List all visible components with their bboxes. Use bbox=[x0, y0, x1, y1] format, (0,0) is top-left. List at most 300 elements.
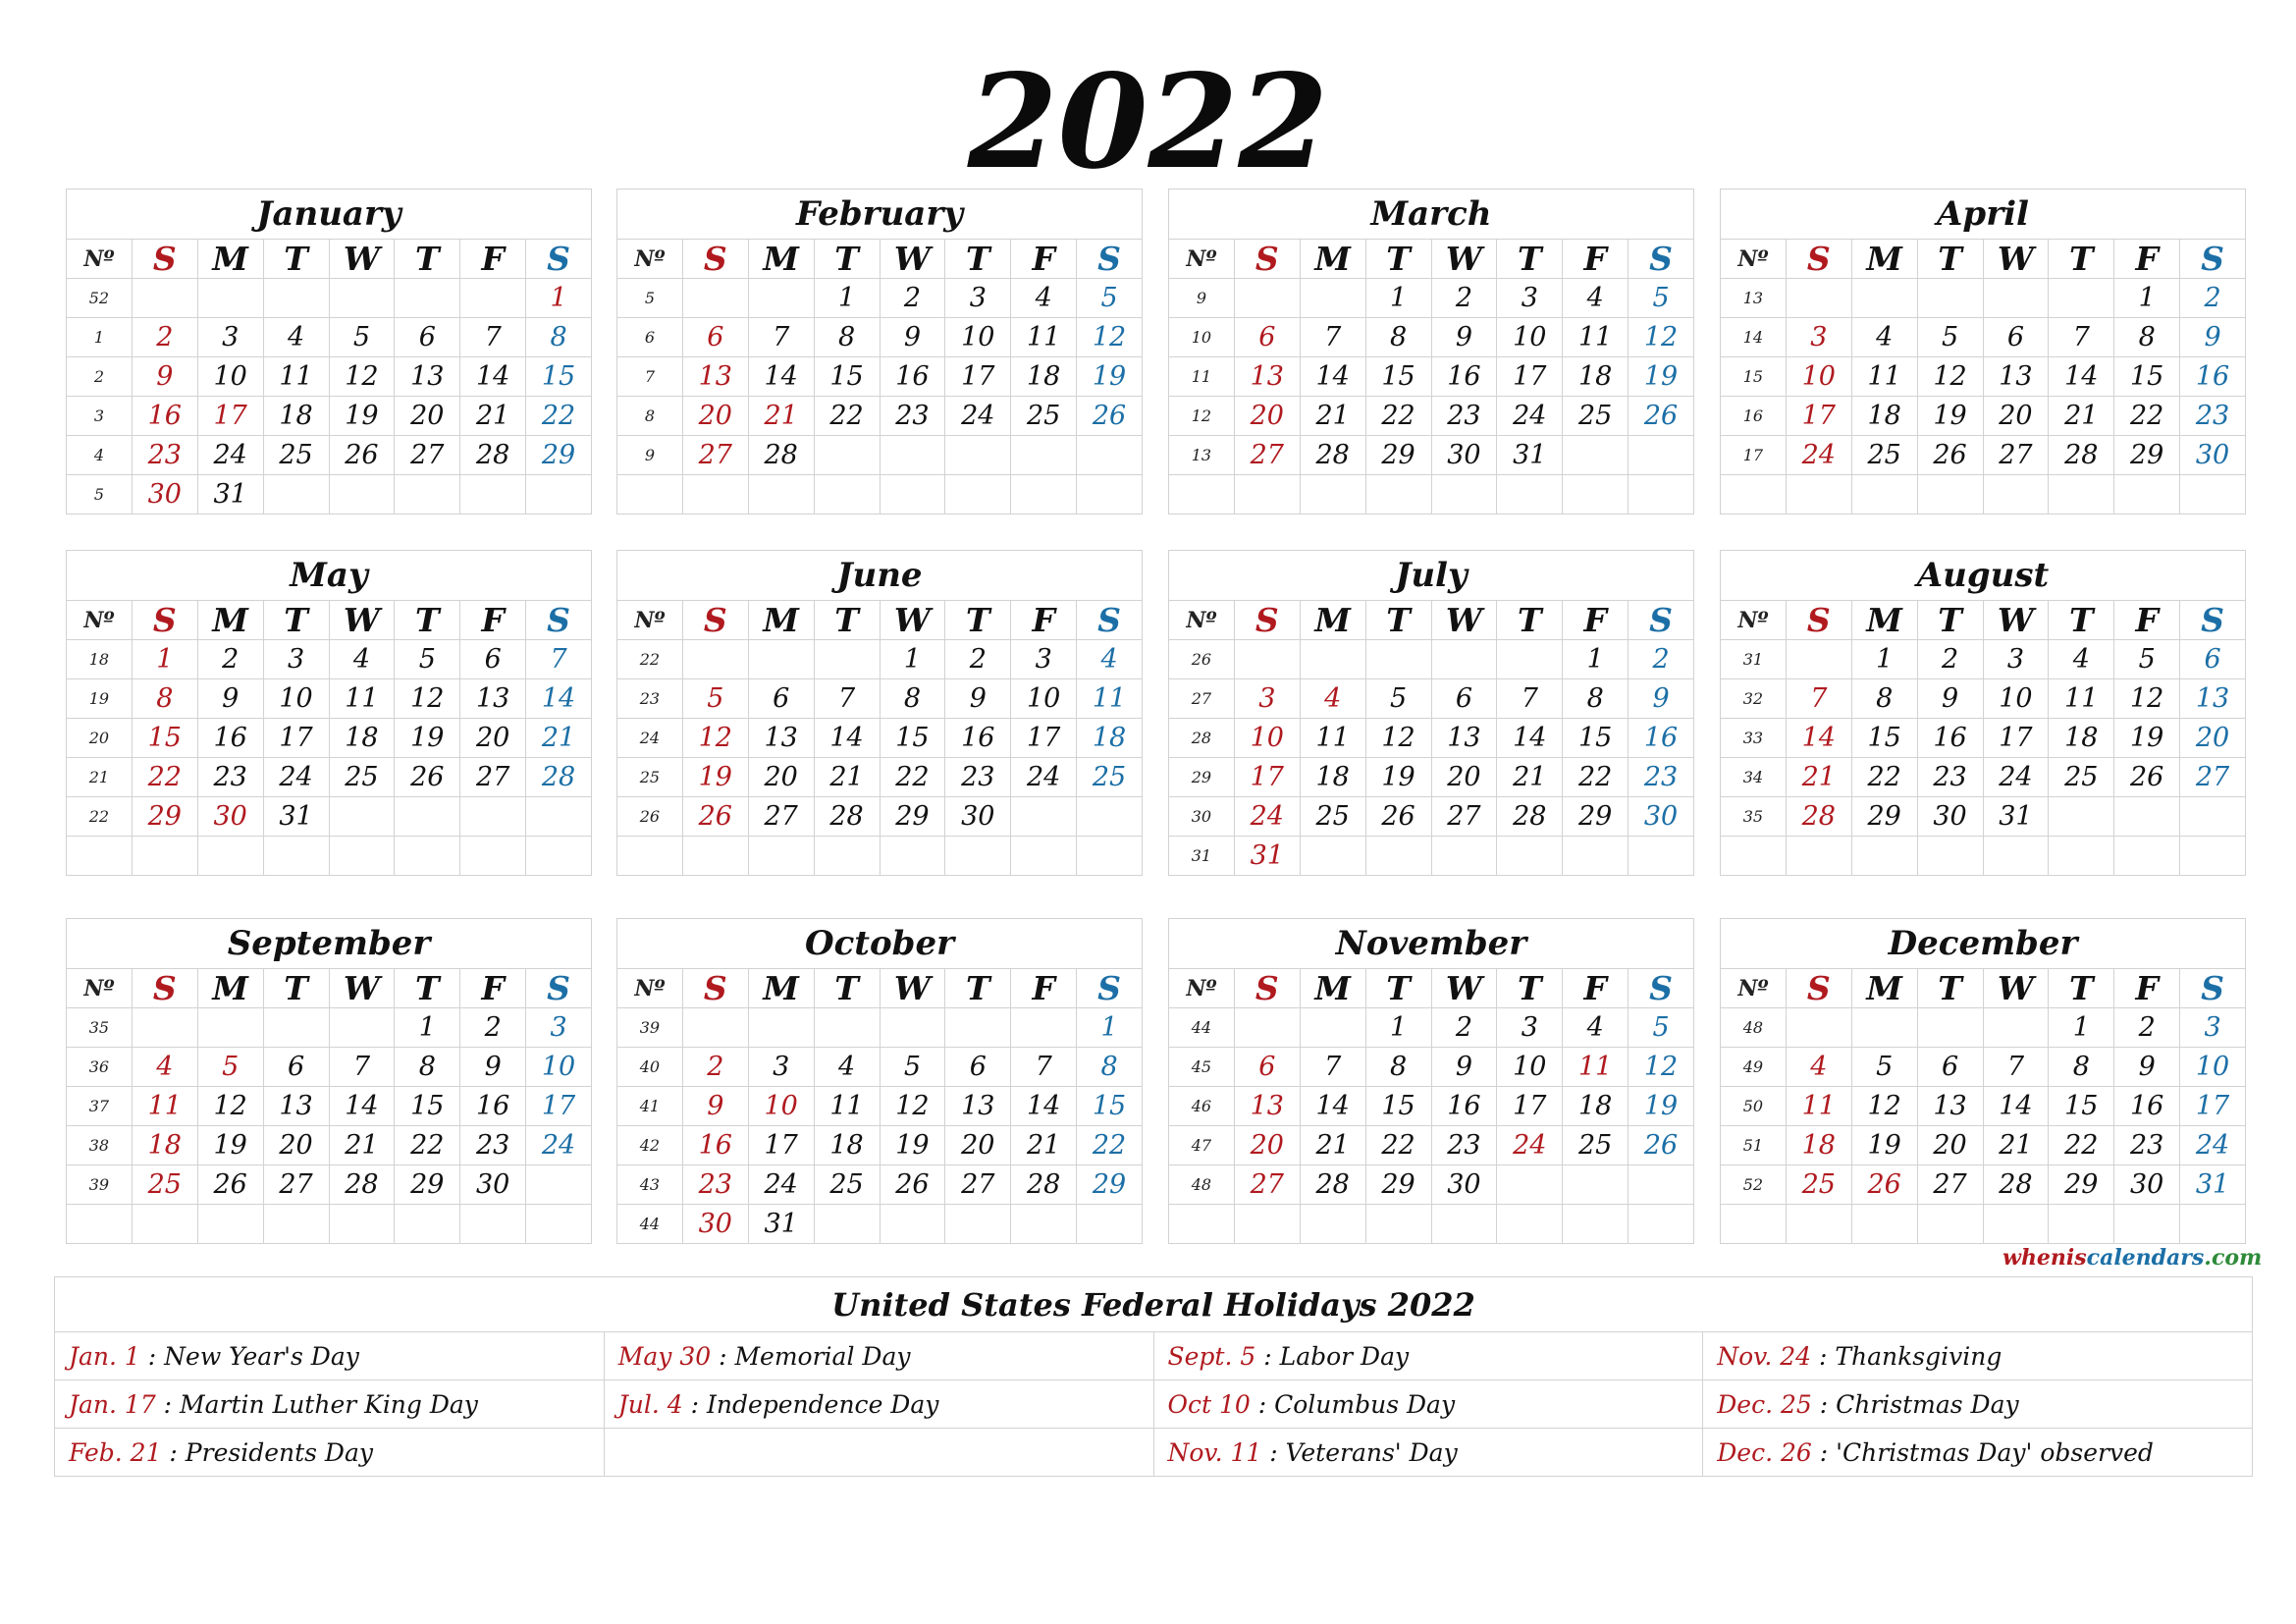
day-cell: 9 bbox=[460, 1048, 526, 1087]
day-cell: 30 bbox=[132, 475, 197, 514]
week-row bbox=[67, 1048, 592, 1087]
week-number: 40 bbox=[617, 1048, 683, 1087]
holiday-date: Jan. 17 bbox=[69, 1389, 156, 1419]
day-cell: 27 bbox=[263, 1165, 329, 1205]
holiday-name: : Presidents Day bbox=[161, 1437, 373, 1467]
day-cell: 21 bbox=[329, 1126, 395, 1165]
week-number bbox=[1721, 1205, 1787, 1244]
day-cell: 1 bbox=[1077, 1008, 1143, 1048]
holiday-date: Jan. 1 bbox=[69, 1341, 140, 1371]
day-cell bbox=[1917, 279, 1983, 318]
day-cell: 13 bbox=[1234, 357, 1300, 397]
day-cell: 19 bbox=[2114, 719, 2180, 758]
month-table bbox=[616, 918, 1143, 1244]
day-cell: 1 bbox=[526, 279, 592, 318]
weekday-header: M bbox=[748, 601, 814, 640]
week-row bbox=[617, 397, 1143, 436]
day-cell: 10 bbox=[263, 679, 329, 719]
day-cell: 31 bbox=[263, 797, 329, 837]
weekday-header: S bbox=[2180, 240, 2246, 279]
day-cell: 28 bbox=[748, 436, 814, 475]
day-cell: 11 bbox=[1786, 1087, 1851, 1126]
day-cell bbox=[460, 475, 526, 514]
holiday-name: : Christmas Day bbox=[1811, 1389, 2019, 1419]
week-row bbox=[1169, 436, 1694, 475]
week-number-header: Nº bbox=[1721, 240, 1787, 279]
day-cell: 4 bbox=[1851, 318, 1917, 357]
day-cell bbox=[1629, 1205, 1694, 1244]
day-cell bbox=[814, 1008, 880, 1048]
week-row bbox=[1169, 797, 1694, 837]
day-cell bbox=[1629, 837, 1694, 876]
website-part-3: .com bbox=[2204, 1245, 2263, 1271]
day-cell: 24 bbox=[2180, 1126, 2246, 1165]
day-cell: 27 bbox=[1234, 436, 1300, 475]
weekday-header: S bbox=[2180, 969, 2246, 1008]
week-number: 16 bbox=[1721, 397, 1787, 436]
day-cell bbox=[1629, 1165, 1694, 1205]
day-cell: 8 bbox=[1563, 679, 1629, 719]
day-cell: 4 bbox=[1563, 1008, 1629, 1048]
day-cell bbox=[2114, 837, 2180, 876]
month-table bbox=[1168, 918, 1694, 1244]
day-cell: 7 bbox=[1497, 679, 1563, 719]
day-cell: 11 bbox=[1300, 719, 1365, 758]
day-cell bbox=[1983, 837, 2049, 876]
day-cell: 19 bbox=[682, 758, 748, 797]
weekday-header: W bbox=[1983, 969, 2049, 1008]
week-row bbox=[1721, 1126, 2246, 1165]
day-cell: 24 bbox=[945, 397, 1011, 436]
weekday-header: T bbox=[1365, 240, 1431, 279]
day-cell: 5 bbox=[880, 1048, 945, 1087]
day-cell: 22 bbox=[1365, 1126, 1431, 1165]
week-row bbox=[1721, 679, 2246, 719]
day-cell: 9 bbox=[197, 679, 263, 719]
day-cell: 9 bbox=[1917, 679, 1983, 719]
day-cell: 24 bbox=[1497, 1126, 1563, 1165]
day-cell: 19 bbox=[1629, 1087, 1694, 1126]
month-title: June bbox=[617, 551, 1143, 601]
week-row bbox=[617, 1205, 1143, 1244]
day-cell bbox=[1786, 279, 1851, 318]
day-cell bbox=[460, 1205, 526, 1244]
day-cell: 1 bbox=[1365, 279, 1431, 318]
day-cell bbox=[132, 837, 197, 876]
holiday-date: Jul. 4 bbox=[617, 1389, 683, 1419]
day-cell: 9 bbox=[2180, 318, 2246, 357]
month-september bbox=[66, 918, 592, 1242]
day-cell bbox=[682, 837, 748, 876]
day-cell: 23 bbox=[1629, 758, 1694, 797]
holiday-name: : 'Christmas Day' observed bbox=[1811, 1437, 2154, 1467]
month-title: April bbox=[1721, 189, 2246, 240]
day-cell: 30 bbox=[460, 1165, 526, 1205]
day-cell: 13 bbox=[1983, 357, 2049, 397]
day-cell: 27 bbox=[1917, 1165, 1983, 1205]
day-cell: 22 bbox=[132, 758, 197, 797]
week-number: 36 bbox=[67, 1048, 133, 1087]
day-cell: 12 bbox=[1851, 1087, 1917, 1126]
week-number-header: Nº bbox=[1721, 601, 1787, 640]
holiday-row bbox=[55, 1380, 2253, 1429]
day-cell: 18 bbox=[2049, 719, 2114, 758]
day-cell: 6 bbox=[460, 640, 526, 679]
month-march bbox=[1168, 189, 1694, 513]
day-cell bbox=[945, 1008, 1011, 1048]
day-cell: 12 bbox=[1629, 318, 1694, 357]
week-number: 48 bbox=[1169, 1165, 1235, 1205]
day-cell: 28 bbox=[460, 436, 526, 475]
day-cell bbox=[1917, 837, 1983, 876]
day-cell: 10 bbox=[1786, 357, 1851, 397]
week-number: 46 bbox=[1169, 1087, 1235, 1126]
day-cell: 16 bbox=[460, 1087, 526, 1126]
day-cell: 20 bbox=[460, 719, 526, 758]
day-cell: 23 bbox=[682, 1165, 748, 1205]
weekday-header: S bbox=[682, 240, 748, 279]
day-cell: 3 bbox=[945, 279, 1011, 318]
day-cell bbox=[1983, 475, 2049, 514]
day-cell: 22 bbox=[880, 758, 945, 797]
day-cell: 30 bbox=[1917, 797, 1983, 837]
day-cell: 13 bbox=[945, 1087, 1011, 1126]
month-title: July bbox=[1169, 551, 1694, 601]
day-cell: 13 bbox=[748, 719, 814, 758]
weekday-header: T bbox=[1497, 969, 1563, 1008]
day-cell bbox=[1497, 1205, 1563, 1244]
day-cell: 28 bbox=[329, 1165, 395, 1205]
day-cell bbox=[395, 797, 460, 837]
day-cell: 12 bbox=[329, 357, 395, 397]
day-cell: 15 bbox=[880, 719, 945, 758]
day-cell: 18 bbox=[1563, 357, 1629, 397]
day-cell bbox=[2180, 837, 2246, 876]
day-cell bbox=[1629, 475, 1694, 514]
day-cell bbox=[263, 1205, 329, 1244]
day-cell bbox=[2180, 475, 2246, 514]
month-table bbox=[616, 189, 1143, 514]
day-cell: 28 bbox=[1497, 797, 1563, 837]
day-cell bbox=[1563, 436, 1629, 475]
month-title: May bbox=[67, 551, 592, 601]
week-number: 24 bbox=[617, 719, 683, 758]
day-cell: 1 bbox=[395, 1008, 460, 1048]
month-title: December bbox=[1721, 919, 2246, 969]
day-cell bbox=[395, 475, 460, 514]
week-number: 20 bbox=[67, 719, 133, 758]
day-cell bbox=[460, 279, 526, 318]
week-row bbox=[67, 797, 592, 837]
holiday-cell bbox=[1153, 1429, 1703, 1477]
day-cell: 20 bbox=[1917, 1126, 1983, 1165]
week-row bbox=[1169, 357, 1694, 397]
day-cell: 30 bbox=[2114, 1165, 2180, 1205]
day-cell: 20 bbox=[1234, 1126, 1300, 1165]
weekday-header: S bbox=[132, 240, 197, 279]
weekday-header: T bbox=[2049, 240, 2114, 279]
day-cell: 18 bbox=[1077, 719, 1143, 758]
day-cell bbox=[945, 436, 1011, 475]
day-cell: 29 bbox=[132, 797, 197, 837]
day-cell bbox=[1077, 1205, 1143, 1244]
day-cell: 13 bbox=[2180, 679, 2246, 719]
week-row bbox=[617, 279, 1143, 318]
day-cell: 15 bbox=[1365, 357, 1431, 397]
week-row bbox=[617, 1087, 1143, 1126]
day-cell: 2 bbox=[2114, 1008, 2180, 1048]
week-row bbox=[617, 318, 1143, 357]
day-cell: 10 bbox=[197, 357, 263, 397]
week-number: 22 bbox=[617, 640, 683, 679]
day-cell bbox=[2049, 279, 2114, 318]
weekday-header: S bbox=[682, 969, 748, 1008]
week-row bbox=[67, 357, 592, 397]
week-number-header: Nº bbox=[617, 969, 683, 1008]
day-cell: 5 bbox=[1629, 279, 1694, 318]
week-number: 12 bbox=[1169, 397, 1235, 436]
week-row bbox=[1169, 1048, 1694, 1087]
day-cell: 2 bbox=[945, 640, 1011, 679]
weekday-header: T bbox=[814, 240, 880, 279]
day-cell bbox=[1234, 1008, 1300, 1048]
day-cell: 15 bbox=[526, 357, 592, 397]
day-cell: 5 bbox=[1077, 279, 1143, 318]
day-cell bbox=[1011, 797, 1077, 837]
day-cell: 26 bbox=[2114, 758, 2180, 797]
day-cell bbox=[2114, 797, 2180, 837]
day-cell bbox=[1011, 1008, 1077, 1048]
weekday-header: T bbox=[395, 240, 460, 279]
day-cell: 14 bbox=[1011, 1087, 1077, 1126]
day-cell bbox=[2180, 1205, 2246, 1244]
day-cell bbox=[1234, 475, 1300, 514]
month-table bbox=[616, 550, 1143, 876]
day-cell: 11 bbox=[814, 1087, 880, 1126]
day-cell bbox=[1077, 475, 1143, 514]
holiday-date: Nov. 24 bbox=[1717, 1341, 1812, 1371]
week-number bbox=[67, 1205, 133, 1244]
weekday-header: T bbox=[263, 601, 329, 640]
day-cell: 27 bbox=[682, 436, 748, 475]
day-cell: 11 bbox=[1851, 357, 1917, 397]
day-cell: 25 bbox=[814, 1165, 880, 1205]
day-cell: 28 bbox=[526, 758, 592, 797]
day-cell: 3 bbox=[1497, 279, 1563, 318]
week-number: 31 bbox=[1721, 640, 1787, 679]
day-cell: 10 bbox=[1497, 318, 1563, 357]
weekday-header: T bbox=[945, 240, 1011, 279]
day-cell bbox=[945, 1205, 1011, 1244]
holiday-date: Nov. 11 bbox=[1167, 1437, 1262, 1467]
day-cell: 30 bbox=[197, 797, 263, 837]
day-cell bbox=[748, 1008, 814, 1048]
week-row bbox=[1721, 279, 2246, 318]
day-cell bbox=[132, 1008, 197, 1048]
day-cell bbox=[1234, 640, 1300, 679]
day-cell: 29 bbox=[2114, 436, 2180, 475]
day-cell: 12 bbox=[197, 1087, 263, 1126]
day-cell: 11 bbox=[2049, 679, 2114, 719]
week-row bbox=[67, 397, 592, 436]
day-cell: 5 bbox=[1365, 679, 1431, 719]
week-row bbox=[1169, 837, 1694, 876]
day-cell bbox=[814, 436, 880, 475]
weekday-header: T bbox=[1917, 601, 1983, 640]
day-cell bbox=[1629, 436, 1694, 475]
holiday-name: : Thanksgiving bbox=[1811, 1341, 2002, 1371]
week-number: 4 bbox=[67, 436, 133, 475]
week-number: 52 bbox=[1721, 1165, 1787, 1205]
day-cell: 23 bbox=[1431, 1126, 1497, 1165]
day-cell: 6 bbox=[1234, 1048, 1300, 1087]
day-cell: 26 bbox=[880, 1165, 945, 1205]
day-cell: 16 bbox=[2180, 357, 2246, 397]
day-cell: 12 bbox=[395, 679, 460, 719]
weekday-header: F bbox=[1011, 240, 1077, 279]
week-number: 29 bbox=[1169, 758, 1235, 797]
day-cell: 7 bbox=[1011, 1048, 1077, 1087]
website-part-2: calendars bbox=[2086, 1245, 2205, 1271]
day-cell: 7 bbox=[1786, 679, 1851, 719]
holiday-cell bbox=[1703, 1332, 2253, 1380]
weekday-header: M bbox=[1300, 969, 1365, 1008]
day-cell: 16 bbox=[1629, 719, 1694, 758]
weekday-header: T bbox=[1497, 240, 1563, 279]
day-cell: 4 bbox=[1300, 679, 1365, 719]
week-number: 7 bbox=[617, 357, 683, 397]
day-cell: 6 bbox=[2180, 640, 2246, 679]
week-number: 39 bbox=[617, 1008, 683, 1048]
day-cell: 16 bbox=[132, 397, 197, 436]
day-cell: 18 bbox=[1786, 1126, 1851, 1165]
week-number: 37 bbox=[67, 1087, 133, 1126]
day-cell: 11 bbox=[263, 357, 329, 397]
day-cell: 29 bbox=[1851, 797, 1917, 837]
day-cell: 11 bbox=[132, 1087, 197, 1126]
day-cell: 10 bbox=[945, 318, 1011, 357]
weekday-header: W bbox=[329, 969, 395, 1008]
week-number bbox=[1721, 837, 1787, 876]
day-cell: 5 bbox=[1917, 318, 1983, 357]
week-number: 26 bbox=[617, 797, 683, 837]
week-number: 44 bbox=[1169, 1008, 1235, 1048]
week-number-header: Nº bbox=[1169, 969, 1235, 1008]
week-row bbox=[1169, 1126, 1694, 1165]
day-cell: 4 bbox=[814, 1048, 880, 1087]
day-cell: 19 bbox=[880, 1126, 945, 1165]
day-cell bbox=[395, 837, 460, 876]
day-cell bbox=[945, 475, 1011, 514]
holiday-cell bbox=[1703, 1380, 2253, 1429]
week-number bbox=[617, 475, 683, 514]
week-row bbox=[67, 436, 592, 475]
day-cell: 3 bbox=[197, 318, 263, 357]
day-cell: 21 bbox=[814, 758, 880, 797]
day-cell: 30 bbox=[1431, 436, 1497, 475]
day-cell: 14 bbox=[748, 357, 814, 397]
website-credit[interactable] bbox=[2002, 1245, 2263, 1274]
week-number: 31 bbox=[1169, 837, 1235, 876]
week-row bbox=[617, 357, 1143, 397]
day-cell: 15 bbox=[395, 1087, 460, 1126]
week-row bbox=[1721, 318, 2246, 357]
day-cell bbox=[329, 797, 395, 837]
weekday-header: S bbox=[526, 601, 592, 640]
day-cell: 2 bbox=[1431, 1008, 1497, 1048]
week-number: 44 bbox=[617, 1205, 683, 1244]
day-cell: 21 bbox=[526, 719, 592, 758]
holiday-row bbox=[55, 1332, 2253, 1380]
day-cell bbox=[1851, 475, 1917, 514]
day-cell bbox=[1011, 837, 1077, 876]
week-number: 19 bbox=[67, 679, 133, 719]
day-cell bbox=[814, 475, 880, 514]
week-row bbox=[1721, 1205, 2246, 1244]
weekday-header: S bbox=[1629, 601, 1694, 640]
week-number-header: Nº bbox=[67, 969, 133, 1008]
day-cell: 27 bbox=[2180, 758, 2246, 797]
weekday-header: W bbox=[1983, 240, 2049, 279]
day-cell: 10 bbox=[1234, 719, 1300, 758]
day-cell: 27 bbox=[1431, 797, 1497, 837]
day-cell: 29 bbox=[1365, 1165, 1431, 1205]
day-cell: 2 bbox=[460, 1008, 526, 1048]
day-cell: 17 bbox=[197, 397, 263, 436]
day-cell bbox=[1983, 1008, 2049, 1048]
week-number: 5 bbox=[617, 279, 683, 318]
day-cell bbox=[1786, 640, 1851, 679]
day-cell: 22 bbox=[526, 397, 592, 436]
week-number: 30 bbox=[1169, 797, 1235, 837]
day-cell: 15 bbox=[1365, 1087, 1431, 1126]
weekday-header: T bbox=[1917, 240, 1983, 279]
day-cell: 15 bbox=[814, 357, 880, 397]
day-cell: 7 bbox=[1300, 318, 1365, 357]
day-cell bbox=[2114, 1205, 2180, 1244]
day-cell: 25 bbox=[263, 436, 329, 475]
day-cell: 28 bbox=[1983, 1165, 2049, 1205]
day-cell: 8 bbox=[132, 679, 197, 719]
day-cell bbox=[1983, 1205, 2049, 1244]
day-cell: 13 bbox=[1234, 1087, 1300, 1126]
day-cell: 10 bbox=[1983, 679, 2049, 719]
day-cell: 21 bbox=[1300, 397, 1365, 436]
day-cell bbox=[880, 837, 945, 876]
day-cell bbox=[814, 837, 880, 876]
weekday-header: F bbox=[460, 601, 526, 640]
calendar-year-title: 2022 bbox=[967, 46, 1329, 198]
day-cell: 2 bbox=[197, 640, 263, 679]
weekday-header: F bbox=[460, 969, 526, 1008]
day-cell: 14 bbox=[1786, 719, 1851, 758]
day-cell bbox=[748, 279, 814, 318]
weekday-header: S bbox=[682, 601, 748, 640]
week-row bbox=[617, 758, 1143, 797]
week-row bbox=[1721, 758, 2246, 797]
weekday-header: F bbox=[1563, 240, 1629, 279]
day-cell bbox=[132, 1205, 197, 1244]
day-cell bbox=[1497, 1165, 1563, 1205]
week-number: 6 bbox=[617, 318, 683, 357]
day-cell bbox=[132, 279, 197, 318]
month-table bbox=[66, 918, 592, 1244]
weekday-header: W bbox=[1431, 601, 1497, 640]
day-cell: 13 bbox=[682, 357, 748, 397]
day-cell: 8 bbox=[395, 1048, 460, 1087]
weekday-header: S bbox=[132, 969, 197, 1008]
weekday-header: S bbox=[1629, 969, 1694, 1008]
